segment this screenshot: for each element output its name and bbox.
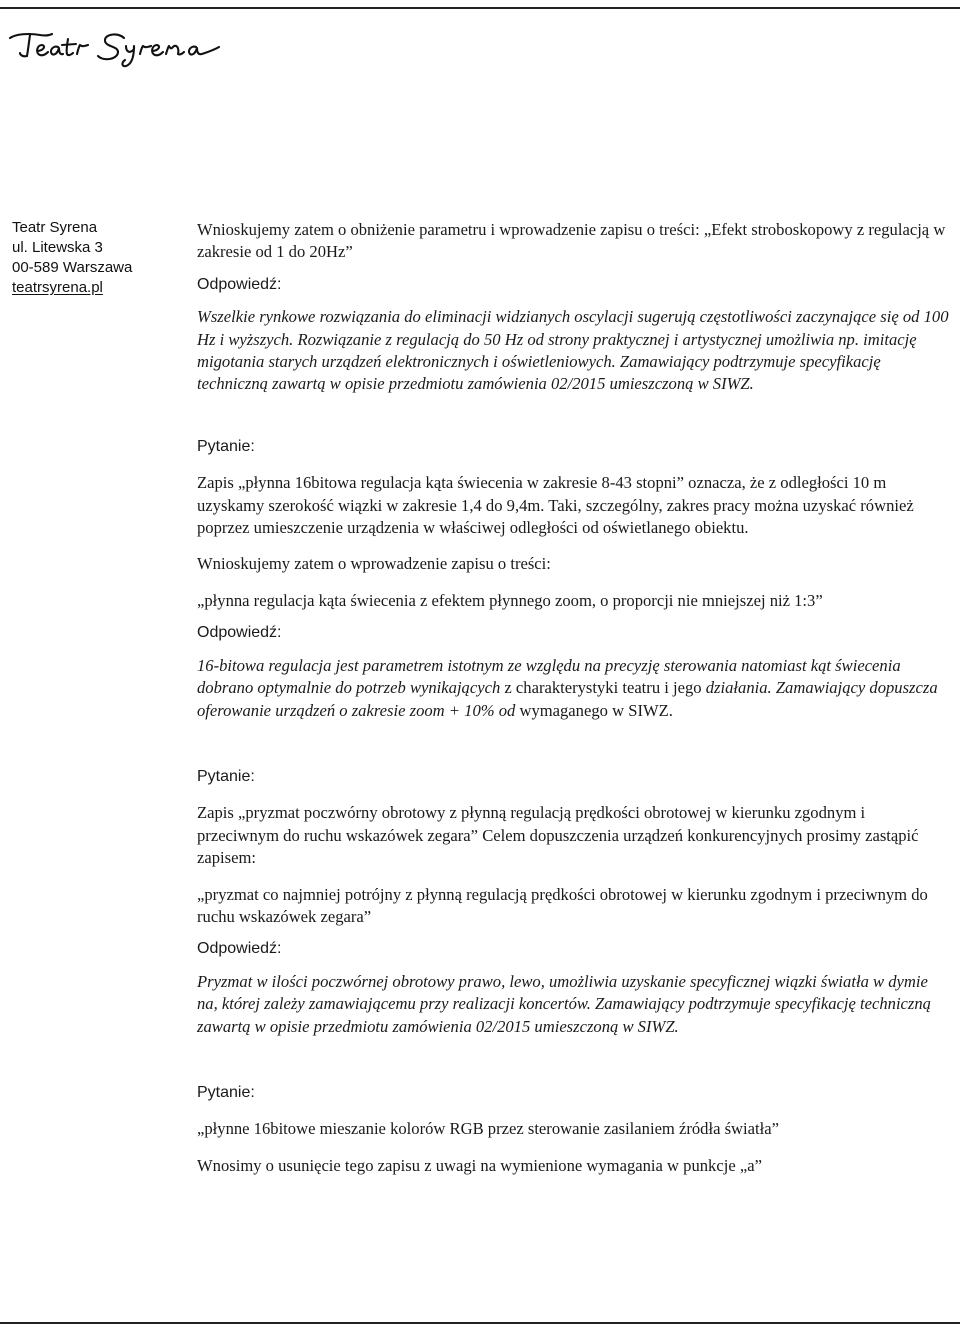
s4-request: Wnosimy o usunięcie tego zapisu z uwagi na wymienione wymagania w punkcje „a”: [197, 1155, 762, 1175]
document-body: [197, 219, 949, 1177]
s2-question-label: Pytanie:: [197, 437, 255, 455]
s2-quote: „płynna regulacja kąta świecenia z efektem płynnego zoom, o proporcji nie mniejszej niż 1:3”: [197, 590, 823, 610]
s2-answer-label: Odpowiedź:: [197, 624, 282, 642]
teatr-syrena-logo: [6, 26, 222, 70]
s1-answer: Wszelkie rynkowe rozwiązania do eliminacji widzianych oscylacji sugerują częstotliwości zaczynające się od 100 Hz i wyższych. Rozwiązanie z regulacją do 50 Hz od strony praktycznej i artystycznej umożliwia np. imitację migotania starych urządzeń elektronicznych i oświetleniowych. Zamawiający podtrzymuje specyfikację techniczną zawartą w opisie przedmiotu zamówienia 02/2015 umieszczoną w SIWZ.: [197, 307, 949, 394]
s2-answer-plain-2: wymaganego w SIWZ.: [515, 700, 673, 720]
s1-answer-label: Odpowiedź:: [197, 275, 282, 293]
s2-answer-italic: 16-bitowa regulacja jest parametrem istotnym ze względu na precyzję sterowania natomiast kąt świecenia dobrano optymalnie do potrzeb wynikających: [197, 655, 901, 698]
address-name: Teatr Syrena: [12, 219, 98, 236]
logo-script-icon: [6, 26, 222, 70]
s2-question: Zapis „płynna 16bitowa regulacja kąta świecenia w zakresie 8-43 stopni” oznacza, że z odległości 10 m uzyskamy szerokość wiązki w zakresie 1,4 do 9,4m. Taki, szczególny, zakres pracy można uzyskać również poprzez umieszczenie urządzenia w właściwej odległości od oświetlanego obiektu.: [197, 473, 914, 538]
s2-answer-plain: z charakterystyki teatru i jego: [500, 678, 702, 698]
s3-answer: Pryzmat w ilości poczwórnej obrotowy prawo, lewo, umożliwia uzyskanie specyficznej wiązki światła w dymie na, której zależy zamawiającemu przy realizacji koncertów. Zamawiający podtrzymuje specyfikację techniczną zawartą w opisie przedmiotu zamówienia 02/2015 umieszczoną w SIWZ.: [197, 971, 931, 1036]
s3-answer-label: Odpowiedź:: [197, 940, 282, 958]
s3-quote: „pryzmat co najmniej potrójny z płynną regulacją prędkości obrotowej w kierunku zgodnym i przeciwnym do ruchu wskazówek zegara”: [197, 884, 928, 926]
address-city: 00-589 Warszawa: [12, 259, 133, 276]
address-street: ul. Litewska 3: [12, 239, 103, 256]
s2-answer: [197, 655, 949, 722]
s3-question-label: Pytanie:: [197, 767, 255, 785]
s4-quote: „płynne 16bitowe mieszanie kolorów RGB przez sterowanie zasilaniem źródła światła”: [197, 1119, 779, 1139]
s2-answer-italic-2: działania. Zamawiający dopuszcza oferowanie urządzeń o zakresie zoom + 10% od: [197, 678, 938, 720]
s2-request: Wnioskujemy zatem o wprowadzenie zapisu o treści:: [197, 554, 551, 574]
address-website-link[interactable]: teatrsyrena.pl: [12, 279, 103, 296]
s3-question: Zapis „pryzmat poczwórny obrotowy z płynną regulacją prędkości obrotowej w kierunku zgodnym i przeciwnym do ruchu wskazówek zegara” Celem dopuszczenia urządzeń konkurencyjnych prosimy zastąpić zapisem:: [197, 803, 919, 868]
address-block: [12, 218, 172, 298]
s4-question-label: Pytanie:: [197, 1083, 255, 1101]
bottom-rule: [0, 1322, 960, 1324]
top-rule: [0, 7, 960, 9]
s1-request: Wnioskujemy zatem o obniżenie parametru i wprowadzenie zapisu o treści: „Efekt stroboskopowy z regulacją w zakresie od 1 do 20Hz”: [197, 220, 946, 262]
